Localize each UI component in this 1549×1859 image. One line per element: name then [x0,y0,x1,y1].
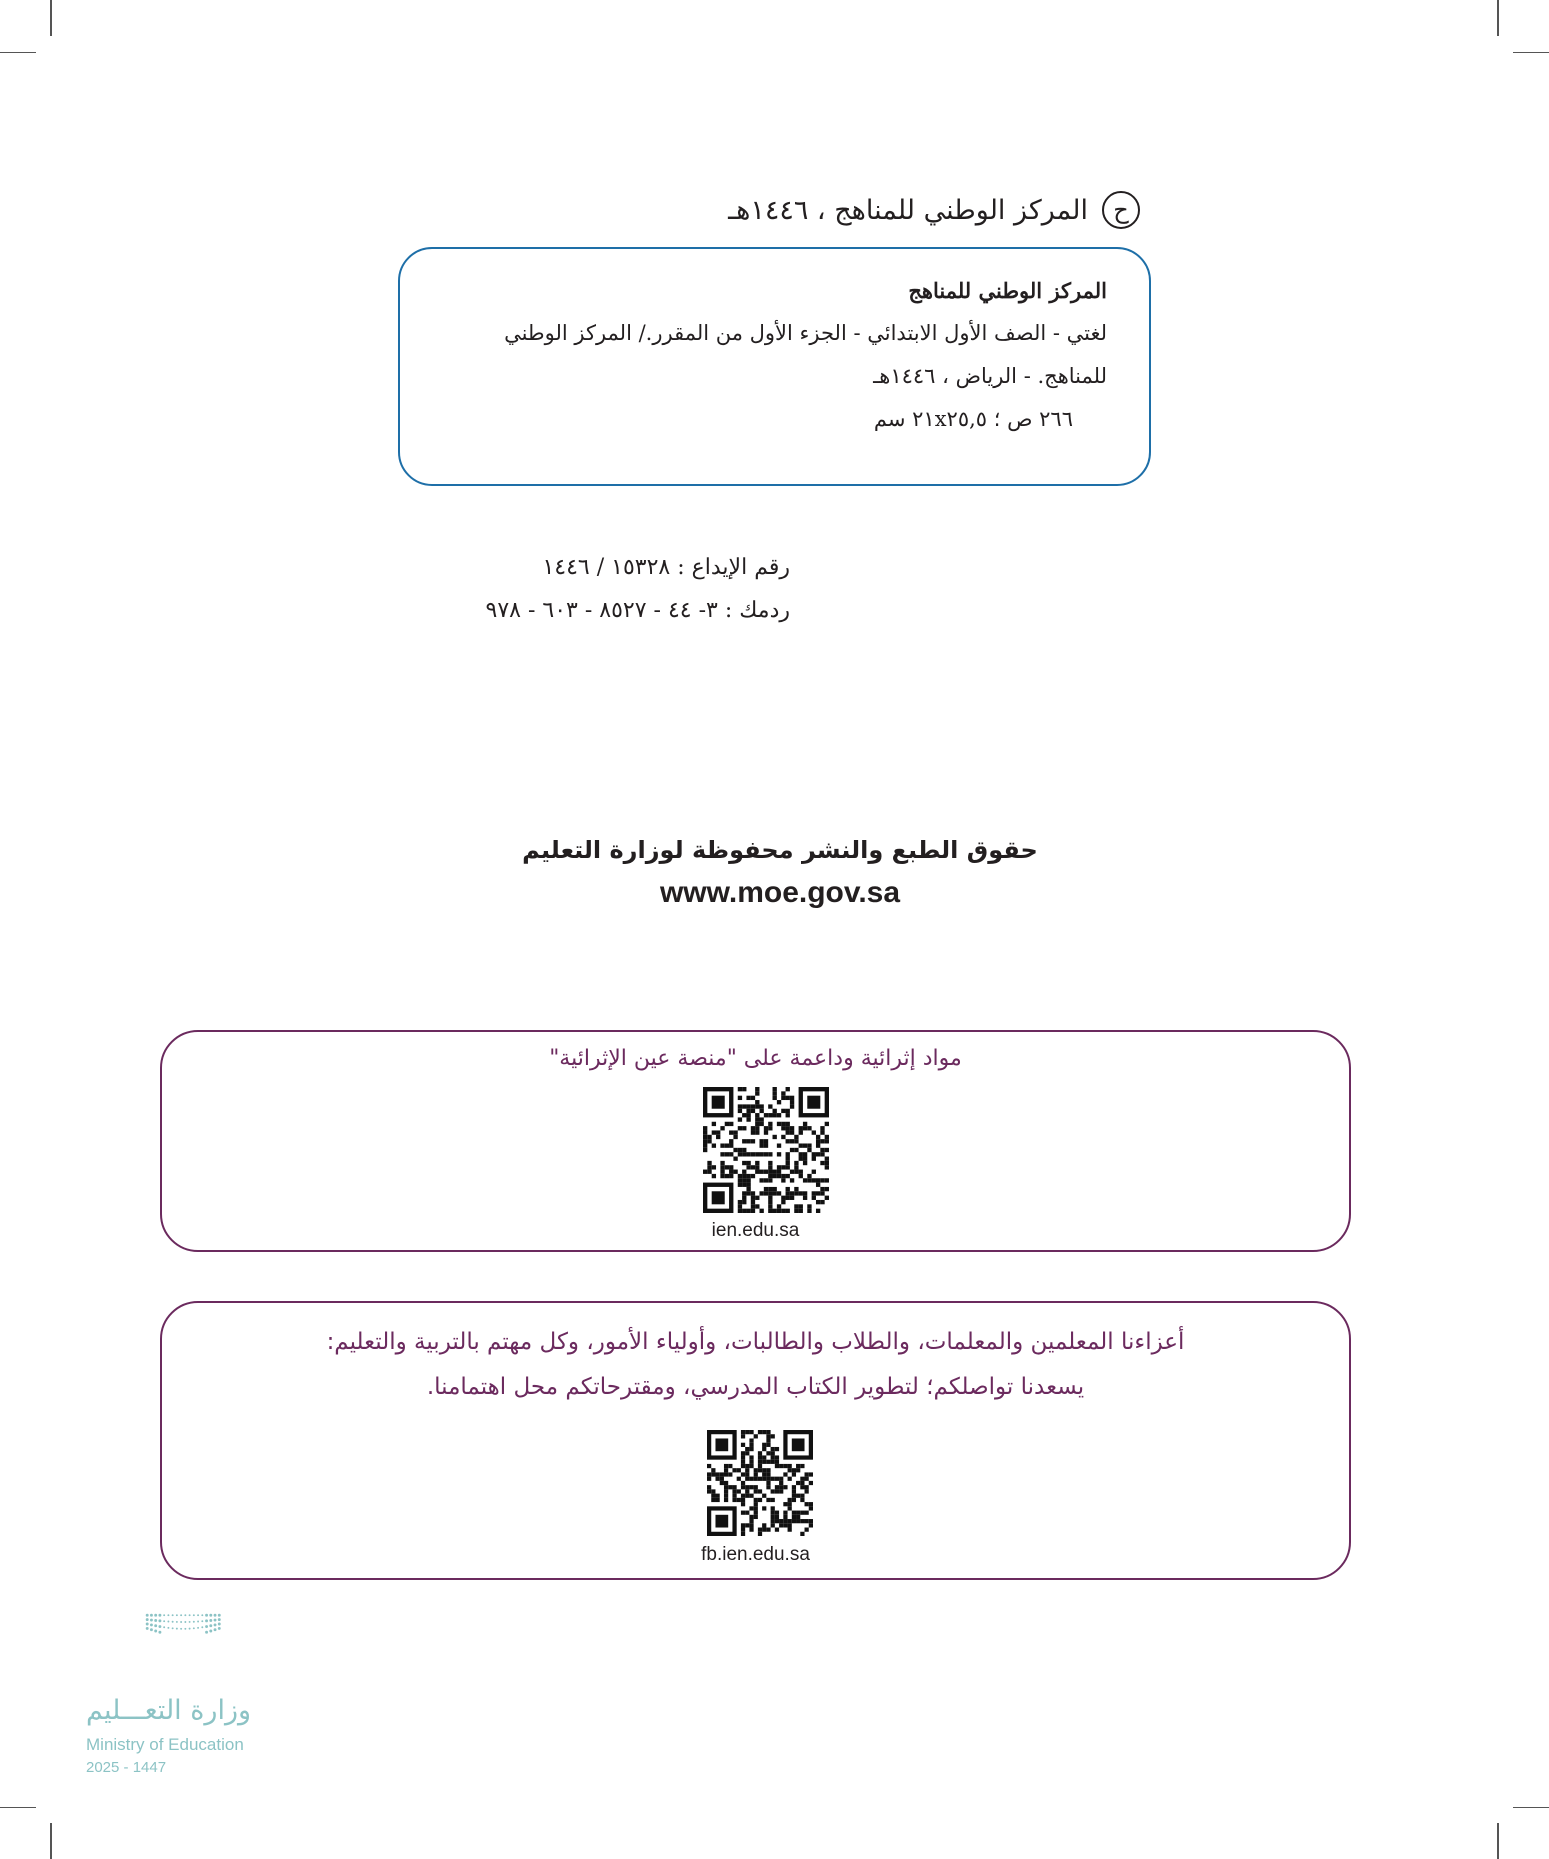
feedback-url-link[interactable]: fb.ien.edu.sa [701,1544,810,1565]
ministry-name-arabic: وزارة التعـــليم [86,1695,252,1726]
isbn: ردمك : ٣- ٤٤ - ٨٥٢٧ - ٦٠٣ - ٩٧٨ [485,598,790,623]
feedback-box [160,1301,1351,1580]
crop-mark [0,1807,36,1808]
qr-code-icon[interactable] [707,1430,813,1536]
catalog-line: للمناهج. - الرياض ، ١٤٤٦هـ [873,364,1107,388]
rights-statement: حقوق الطبع والنشر محفوظة لوزارة التعليم [522,836,1038,864]
deposit-number: رقم الإيداع : ١٥٣٢٨ / ١٤٤٦ [542,555,790,580]
copyright-line [600,188,1140,232]
crop-mark [1497,1823,1499,1859]
ministry-website-link[interactable]: www.moe.gov.sa [659,876,901,909]
catalog-title: المركز الوطني للمناهج [908,278,1107,303]
ien-platform-box [160,1030,1351,1252]
crop-mark [50,0,52,36]
ministry-name-english: Ministry of Education [86,1735,244,1754]
copyright-symbol: ح [1102,191,1140,229]
catalog-card [398,247,1151,486]
deposit-info [420,546,790,632]
ien-title: مواد إثرائية وداعمة على "منصة عين الإثرائية" [549,1046,962,1071]
crop-mark [0,52,36,53]
copyright-text: المركز الوطني للمناهج ، ١٤٤٦هـ [728,194,1088,226]
catalog-line: ٢٦٦ ص ؛ ٢١x٢٥,٥ سم [873,407,1073,431]
ministry-logo-icon [84,1612,284,1692]
crop-mark [1513,1807,1549,1808]
crop-mark [1497,0,1499,36]
crop-mark [1513,52,1549,53]
feedback-message: يسعدنا تواصلكم؛ لتطوير الكتاب المدرسي، ومقترحاتكم محل اهتمامنا. [426,1374,1085,1400]
ien-url-link[interactable]: ien.edu.sa [711,1220,800,1241]
catalog-line: لغتي - الصف الأول الابتدائي - الجزء الأول من المقرر./ المركز الوطني [504,321,1107,345]
ministry-logo-years: 2025 - 1447 [86,1759,167,1776]
feedback-message: أعزاءنا المعلمين والمعلمات، والطلاب والطالبات، وأولياء الأمور، وكل مهتم بالتربية والتعليم: [326,1329,1185,1355]
crop-mark [50,1823,52,1859]
qr-code-icon[interactable] [703,1087,829,1213]
